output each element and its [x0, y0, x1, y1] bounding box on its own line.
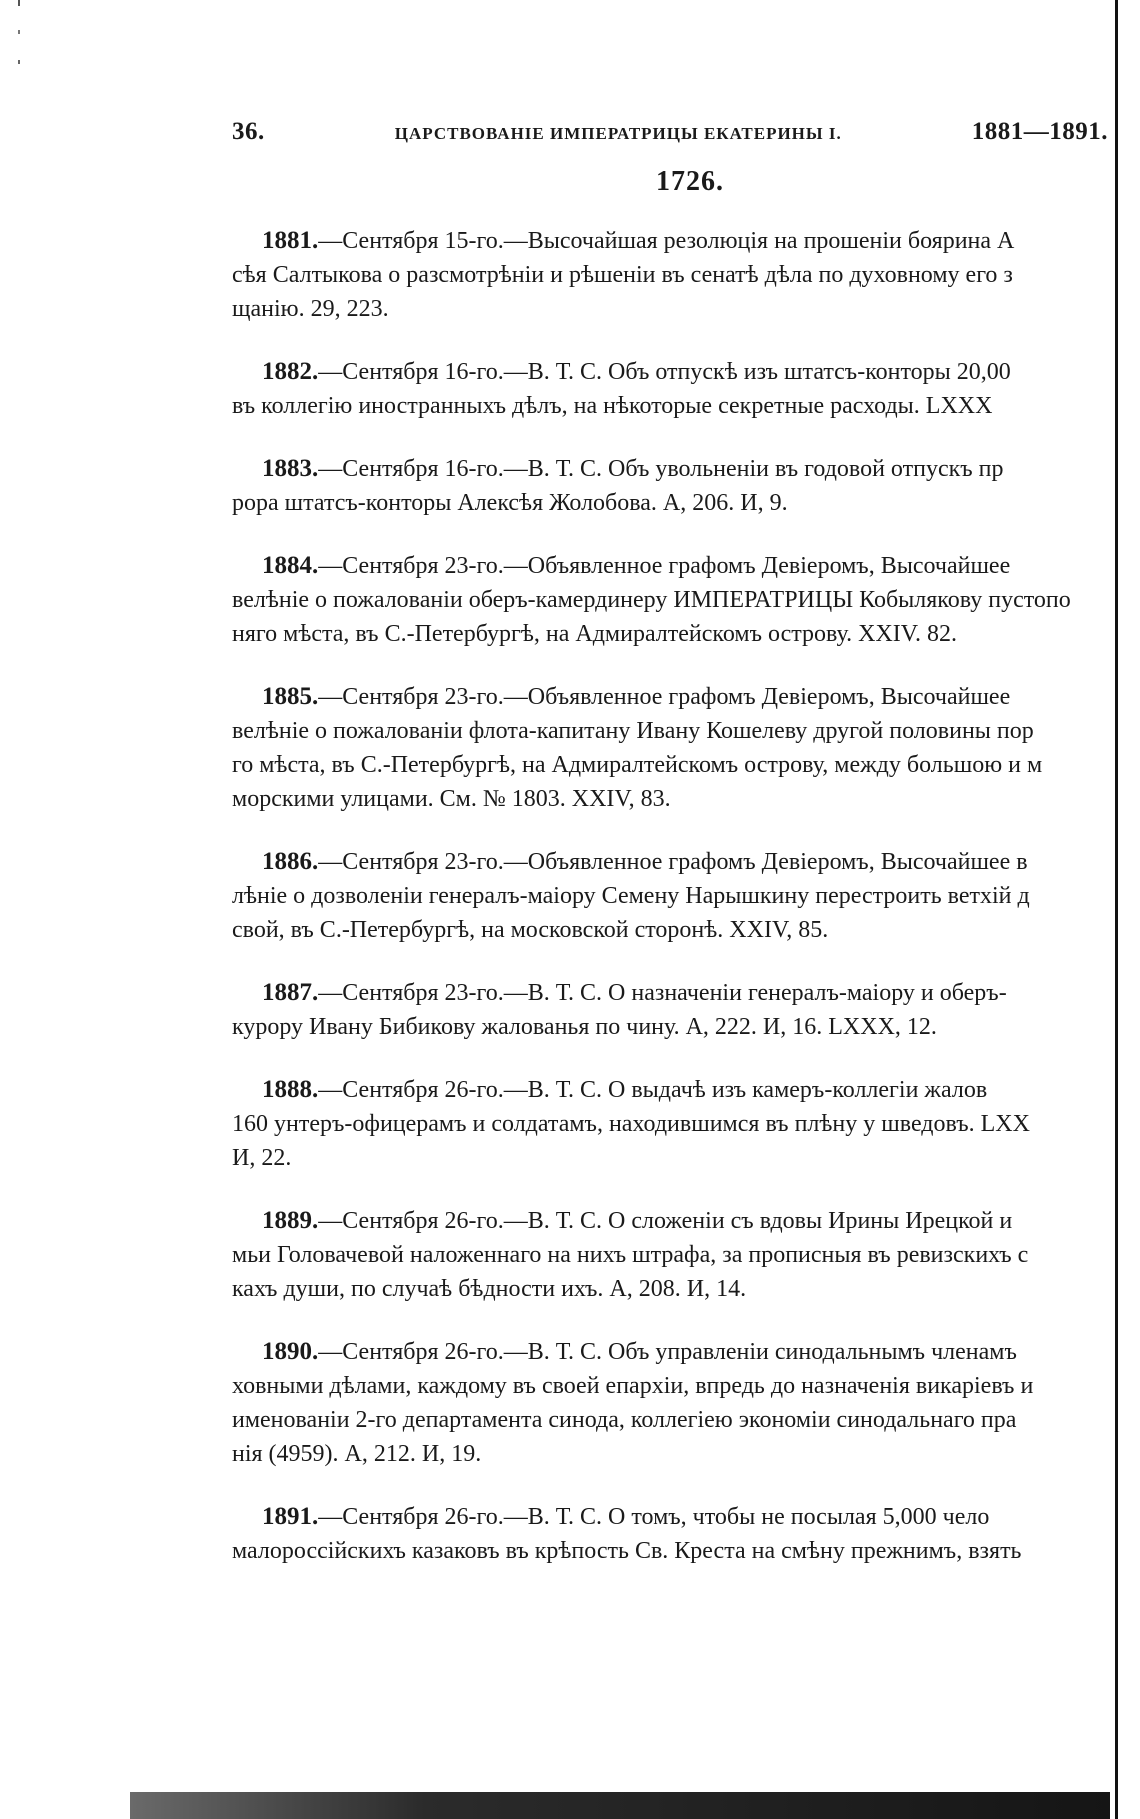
- entry-text: —Сентября 16-го.—В. Т. С. Объ отпускѣ изъ штатсъ-конторы 20,00: [318, 359, 1011, 385]
- entry-number: 1883.: [262, 455, 319, 482]
- entry-text: —Сентября 26-го.—В. Т. С. Объ управленіи синодальнымъ членамъ: [318, 1339, 1017, 1365]
- entry-text: го мѣста, въ С.-Петербургѣ, на Адмиралтейскомъ острову, между большою и м: [232, 752, 1043, 778]
- entry-text: свой, въ С.-Петербургѣ, на московской сторонѣ. XXIV, 85.: [232, 917, 829, 943]
- entry-1882: [232, 355, 1108, 423]
- entry-1885: [232, 680, 1108, 816]
- entry-line: [232, 1403, 1108, 1437]
- entry-text: нія (4959). А, 212. И, 19.: [232, 1441, 482, 1467]
- entry-range: 1881—1891.: [971, 118, 1108, 145]
- entry-line: [232, 1437, 1108, 1471]
- entry-text: —Сентября 23-го.—Объявленное графомъ Девіеромъ, Высочайшее: [318, 684, 1011, 710]
- entry-line: [232, 976, 1108, 1010]
- entry-line: [232, 549, 1108, 583]
- entry-text: —Сентября 15-го.—Высочайшая резолюція на прошеніи боярина А: [318, 228, 1015, 254]
- entry-number: 1881.: [262, 227, 319, 254]
- entry-line: [232, 913, 1108, 947]
- entry-text: малороссійскихъ казаковъ въ крѣпость Св. Креста на смѣну прежнимъ, взять: [232, 1538, 1022, 1564]
- entry-text: рора штатсъ-конторы Алексѣя Жолобова. А, 206. И, 9.: [232, 490, 788, 516]
- entry-text: няго мѣста, въ С.-Петербургѣ, на Адмиралтейскомъ острову. XXIV. 82.: [232, 621, 958, 647]
- entry-line: [232, 1534, 1108, 1568]
- entry-text: въ коллегію иностранныхъ дѣлъ, на нѣкоторые секретные расходы. LXXX: [232, 393, 993, 419]
- entry-text: —Сентября 26-го.—В. Т. С. О томъ, чтобы не посылая 5,000 чело: [318, 1504, 990, 1530]
- entry-1889: [232, 1204, 1108, 1306]
- scan-speckles: [18, 0, 20, 90]
- entry-1884: [232, 549, 1108, 651]
- entry-number: 1888.: [262, 1076, 319, 1103]
- entry-text: курору Ивану Бибикову жалованья по чину. А, 222. И, 16. LXXX, 12.: [232, 1014, 937, 1040]
- running-title: ЦАРСТВОВАНІЕ ИМПЕРАТРИЦЫ ЕКАТЕРИНЫ І.: [394, 124, 842, 143]
- entry-1888: [232, 1073, 1108, 1175]
- entry-line: [232, 389, 1108, 423]
- entry-text: —Сентября 23-го.—В. Т. С. О назначеніи генералъ-маіору и оберъ-: [318, 980, 1007, 1006]
- year-heading: 1726.: [656, 166, 724, 197]
- entry-text: лѣніе о дозволеніи генералъ-маіору Семену Нарышкину перестроить ветхій д: [232, 883, 1030, 909]
- entry-text: морскими улицами. См. № 1803. XXIV, 83.: [232, 786, 671, 812]
- entry-line: [232, 1272, 1108, 1306]
- entry-line: [232, 1369, 1108, 1403]
- entry-line: [232, 1238, 1108, 1272]
- page-number: 36.: [232, 118, 265, 145]
- entry-text: 160 унтеръ-офицерамъ и солдатамъ, находившимся въ плѣну у шведовъ. LXX: [232, 1111, 1030, 1137]
- entry-text: велѣніе о пожалованіи оберъ-камердинеру ИМПЕРАТРИЦЫ Кобылякову пустопо: [232, 587, 1071, 613]
- entry-line: [232, 748, 1108, 782]
- entry-1891: [232, 1500, 1108, 1568]
- entry-line: [232, 486, 1108, 520]
- entry-text: кахъ души, по случаѣ бѣдности ихъ. А, 208. И, 14.: [232, 1276, 747, 1302]
- entry-line: [232, 680, 1108, 714]
- entry-line: [232, 1107, 1108, 1141]
- entry-text: —Сентября 16-го.—В. Т. С. Объ увольненіи въ годовой отпускъ пр: [318, 456, 1004, 482]
- entry-line: [232, 583, 1108, 617]
- entry-line: [232, 1335, 1108, 1369]
- entry-line: [232, 355, 1108, 389]
- entry-line: [232, 224, 1108, 258]
- entry-1887: [232, 976, 1108, 1044]
- scan-page-edge: [1115, 0, 1118, 1819]
- entries-list: [232, 224, 1108, 1568]
- entry-text: —Сентября 26-го.—В. Т. С. О выдачѣ изъ камеръ-коллегіи жалов: [318, 1077, 988, 1103]
- book-page: [232, 118, 1108, 1798]
- entry-line: [232, 258, 1108, 292]
- entry-line: [232, 617, 1108, 651]
- entry-text: велѣніе о пожалованіи флота-капитану Ивану Кошелеву другой половины пор: [232, 718, 1034, 744]
- page-header: [232, 118, 1108, 158]
- entry-1883: [232, 452, 1108, 520]
- entry-line: [232, 879, 1108, 913]
- entry-line: [232, 1204, 1108, 1238]
- entry-1886: [232, 845, 1108, 947]
- entry-text: сѣя Салтыкова о разсмотрѣніи и рѣшеніи въ сенатѣ дѣла по духовному его з: [232, 262, 1013, 288]
- entry-line: [232, 292, 1108, 326]
- entry-1881: [232, 224, 1108, 326]
- entry-number: 1884.: [262, 552, 319, 579]
- entry-line: [232, 714, 1108, 748]
- entry-text: ховными дѣлами, каждому въ своей епархіи, впредь до назначенія викаріевъ и: [232, 1373, 1034, 1399]
- entry-number: 1885.: [262, 683, 319, 710]
- entry-text: И, 22.: [232, 1145, 292, 1171]
- entry-number: 1887.: [262, 979, 319, 1006]
- entry-1890: [232, 1335, 1108, 1471]
- entry-line: [232, 1500, 1108, 1534]
- entry-line: [232, 1010, 1108, 1044]
- entry-number: 1886.: [262, 848, 319, 875]
- entry-text: —Сентября 26-го.—В. Т. С. О сложеніи съ вдовы Ирины Ирецкой и: [318, 1208, 1013, 1234]
- entry-number: 1890.: [262, 1338, 319, 1365]
- entry-line: [232, 845, 1108, 879]
- entry-text: щанію. 29, 223.: [232, 296, 389, 322]
- entry-text: мьи Головачевой наложеннаго на нихъ штрафа, за прописныя въ ревизскихъ с: [232, 1242, 1029, 1268]
- entry-line: [232, 452, 1108, 486]
- entry-text: —Сентября 23-го.—Объявленное графомъ Девіеромъ, Высочайшее в: [318, 849, 1028, 875]
- entry-line: [232, 1141, 1108, 1175]
- entry-line: [232, 1073, 1108, 1107]
- entry-text: именованіи 2-го департамента синода, коллегіею экономіи синодальнаго пра: [232, 1407, 1017, 1433]
- entry-line: [232, 782, 1108, 816]
- entry-text: —Сентября 23-го.—Объявленное графомъ Девіеромъ, Высочайшее: [318, 553, 1011, 579]
- entry-number: 1889.: [262, 1207, 319, 1234]
- entry-number: 1891.: [262, 1503, 319, 1530]
- entry-number: 1882.: [262, 358, 319, 385]
